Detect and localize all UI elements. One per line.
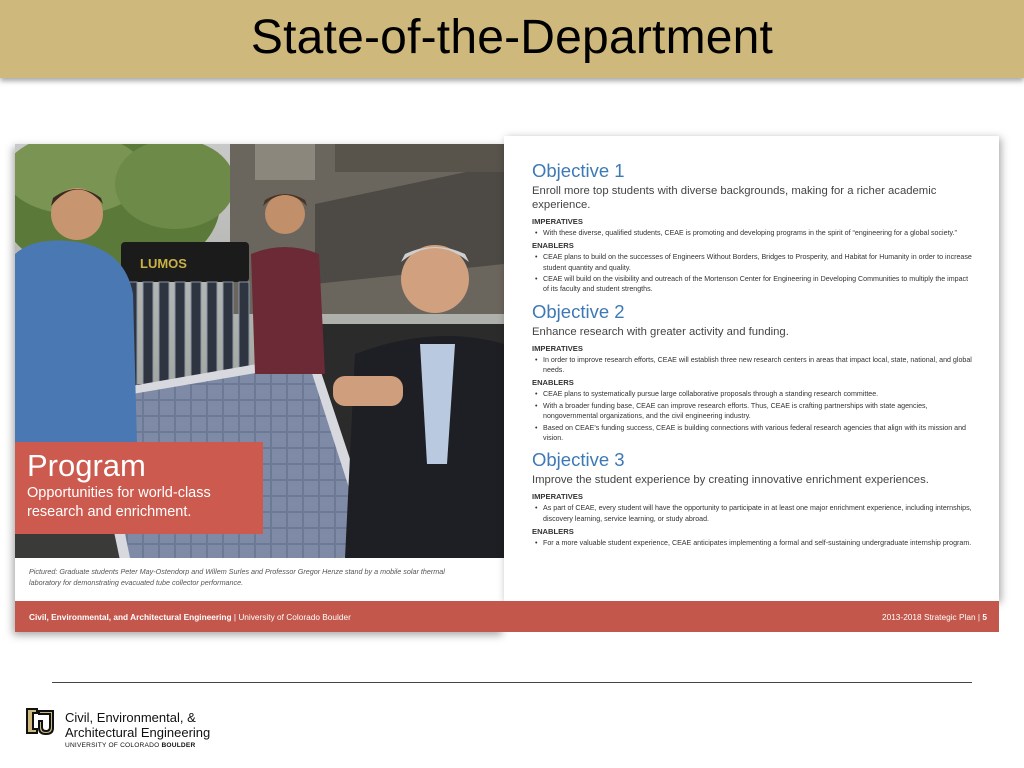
list-item: • With a broader funding base, CEAE can improve research efforts. Thus, CEAE is crafting partnerships with state agencies, nongovernmental organizations, and the civil engineering industry.: [532, 401, 973, 422]
left-page-footer: [15, 601, 504, 632]
objective-2-enablers-label: ENABLERS: [532, 378, 574, 388]
photo-caption: [15, 558, 504, 601]
lumos-label: LUMOS: [140, 256, 187, 271]
footer-separator: |: [231, 611, 239, 622]
objective-1-enablers: [532, 252, 973, 294]
objective-2-title: Objective 2: [532, 300, 625, 322]
footer-department: Civil, Environmental, and Architectural Engineering: [29, 611, 232, 622]
divider: [52, 682, 972, 683]
logo-line1: Civil, Environmental, &: [65, 710, 196, 725]
program-subtitle: [27, 484, 263, 522]
objective-2: [532, 301, 973, 444]
footer-plan: 2013-2018 Strategic Plan |: [881, 611, 983, 622]
program-subtitle-line2: research and enrichment.: [27, 504, 192, 520]
objective-3: [532, 449, 973, 548]
list-item: • CEAE plans to systematically pursue large collaborative proposals through a standing research committee.: [532, 389, 973, 399]
objective-3-imperatives-label: IMPERATIVES: [532, 492, 583, 502]
program-subtitle-line1: Opportunities for world-class: [27, 485, 211, 501]
list-item: • With these diverse, qualified students, CEAE is promoting and developing programs in the spirit of “engineering for a global society.”: [532, 228, 973, 238]
objective-3-imperatives: [532, 503, 973, 524]
objective-2-subtitle: Enhance research with greater activity and funding.: [532, 325, 789, 338]
logo-text: [65, 710, 210, 749]
list-item: • As part of CEAE, every student will have the opportunity to participate in at least one major enrichment experience, including internships, discovery learning, service learning, or study abroad.: [532, 503, 973, 524]
objective-2-imperatives: [532, 355, 973, 376]
objective-2-imperatives-label: IMPERATIVES: [532, 343, 583, 353]
objective-3-title: Objective 3: [532, 449, 625, 471]
list-item: • In order to improve research efforts, CEAE will establish three new research centers in areas that impact local, state, national, and global needs.: [532, 355, 973, 376]
left-page: [15, 144, 504, 632]
objective-2-enablers: [532, 389, 973, 443]
right-page: [504, 136, 999, 601]
cu-logo-icon: [24, 706, 56, 736]
program-title: Program: [27, 448, 146, 483]
objective-3-subtitle: Improve the student experience by creating innovative enrichment experiences.: [532, 474, 929, 487]
list-item: • CEAE plans to build on the successes of Engineers Without Borders, Bridges to Prosperity, and Habitat for Humanity in order to increase student quantity and quality.: [532, 252, 973, 273]
logo-line2: Architectural Engineering: [65, 725, 211, 740]
logo-university-name: UNIVERSITY OF COLORADO: [65, 742, 162, 749]
logo-campus: BOULDER: [161, 742, 196, 749]
footer-university: University of Colorado Boulder: [238, 611, 351, 622]
list-item: • For a more valuable student experience, CEAE anticipates implementing a formal and self-sustaining undergraduate internship program.: [532, 538, 973, 548]
objective-1-subtitle: Enroll more top students with diverse backgrounds, making for a richer academic experience.: [532, 185, 937, 211]
program-box: [15, 442, 263, 534]
objective-1-imperatives-label: IMPERATIVES: [532, 217, 583, 226]
right-page-footer: [504, 601, 999, 632]
objective-1-imperatives: [532, 228, 973, 238]
list-item: • CEAE will build on the visibility and outreach of the Mortenson Center for Engineering in Developing Communities to multiply the impact of its faculty and student strengths.: [532, 274, 973, 295]
objective-1-title: Objective 1: [532, 160, 625, 181]
title-bar: [0, 0, 1024, 78]
objective-1-enablers-label: ENABLERS: [532, 241, 574, 251]
caption-line1: Pictured: Graduate students Peter May-Ostendorp and Willem Surles and Professor Gregor Henze stand by a mobile solar thermal: [29, 567, 445, 576]
department-logo: [24, 706, 210, 749]
list-item: • Based on CEAE’s funding success, CEAE is building connections with various federal research agencies that align with its mission and vision.: [532, 423, 973, 444]
logo-university: [65, 742, 210, 749]
caption-line2: laboratory for demonstrating evacuated tube collector performance.: [29, 578, 244, 587]
page-number: 5: [982, 611, 987, 622]
objective-3-enablers-label: ENABLERS: [532, 527, 574, 537]
objective-3-enablers: [532, 538, 973, 548]
objective-1: [532, 160, 973, 295]
slide-title: State-of-the-Department: [250, 10, 774, 64]
